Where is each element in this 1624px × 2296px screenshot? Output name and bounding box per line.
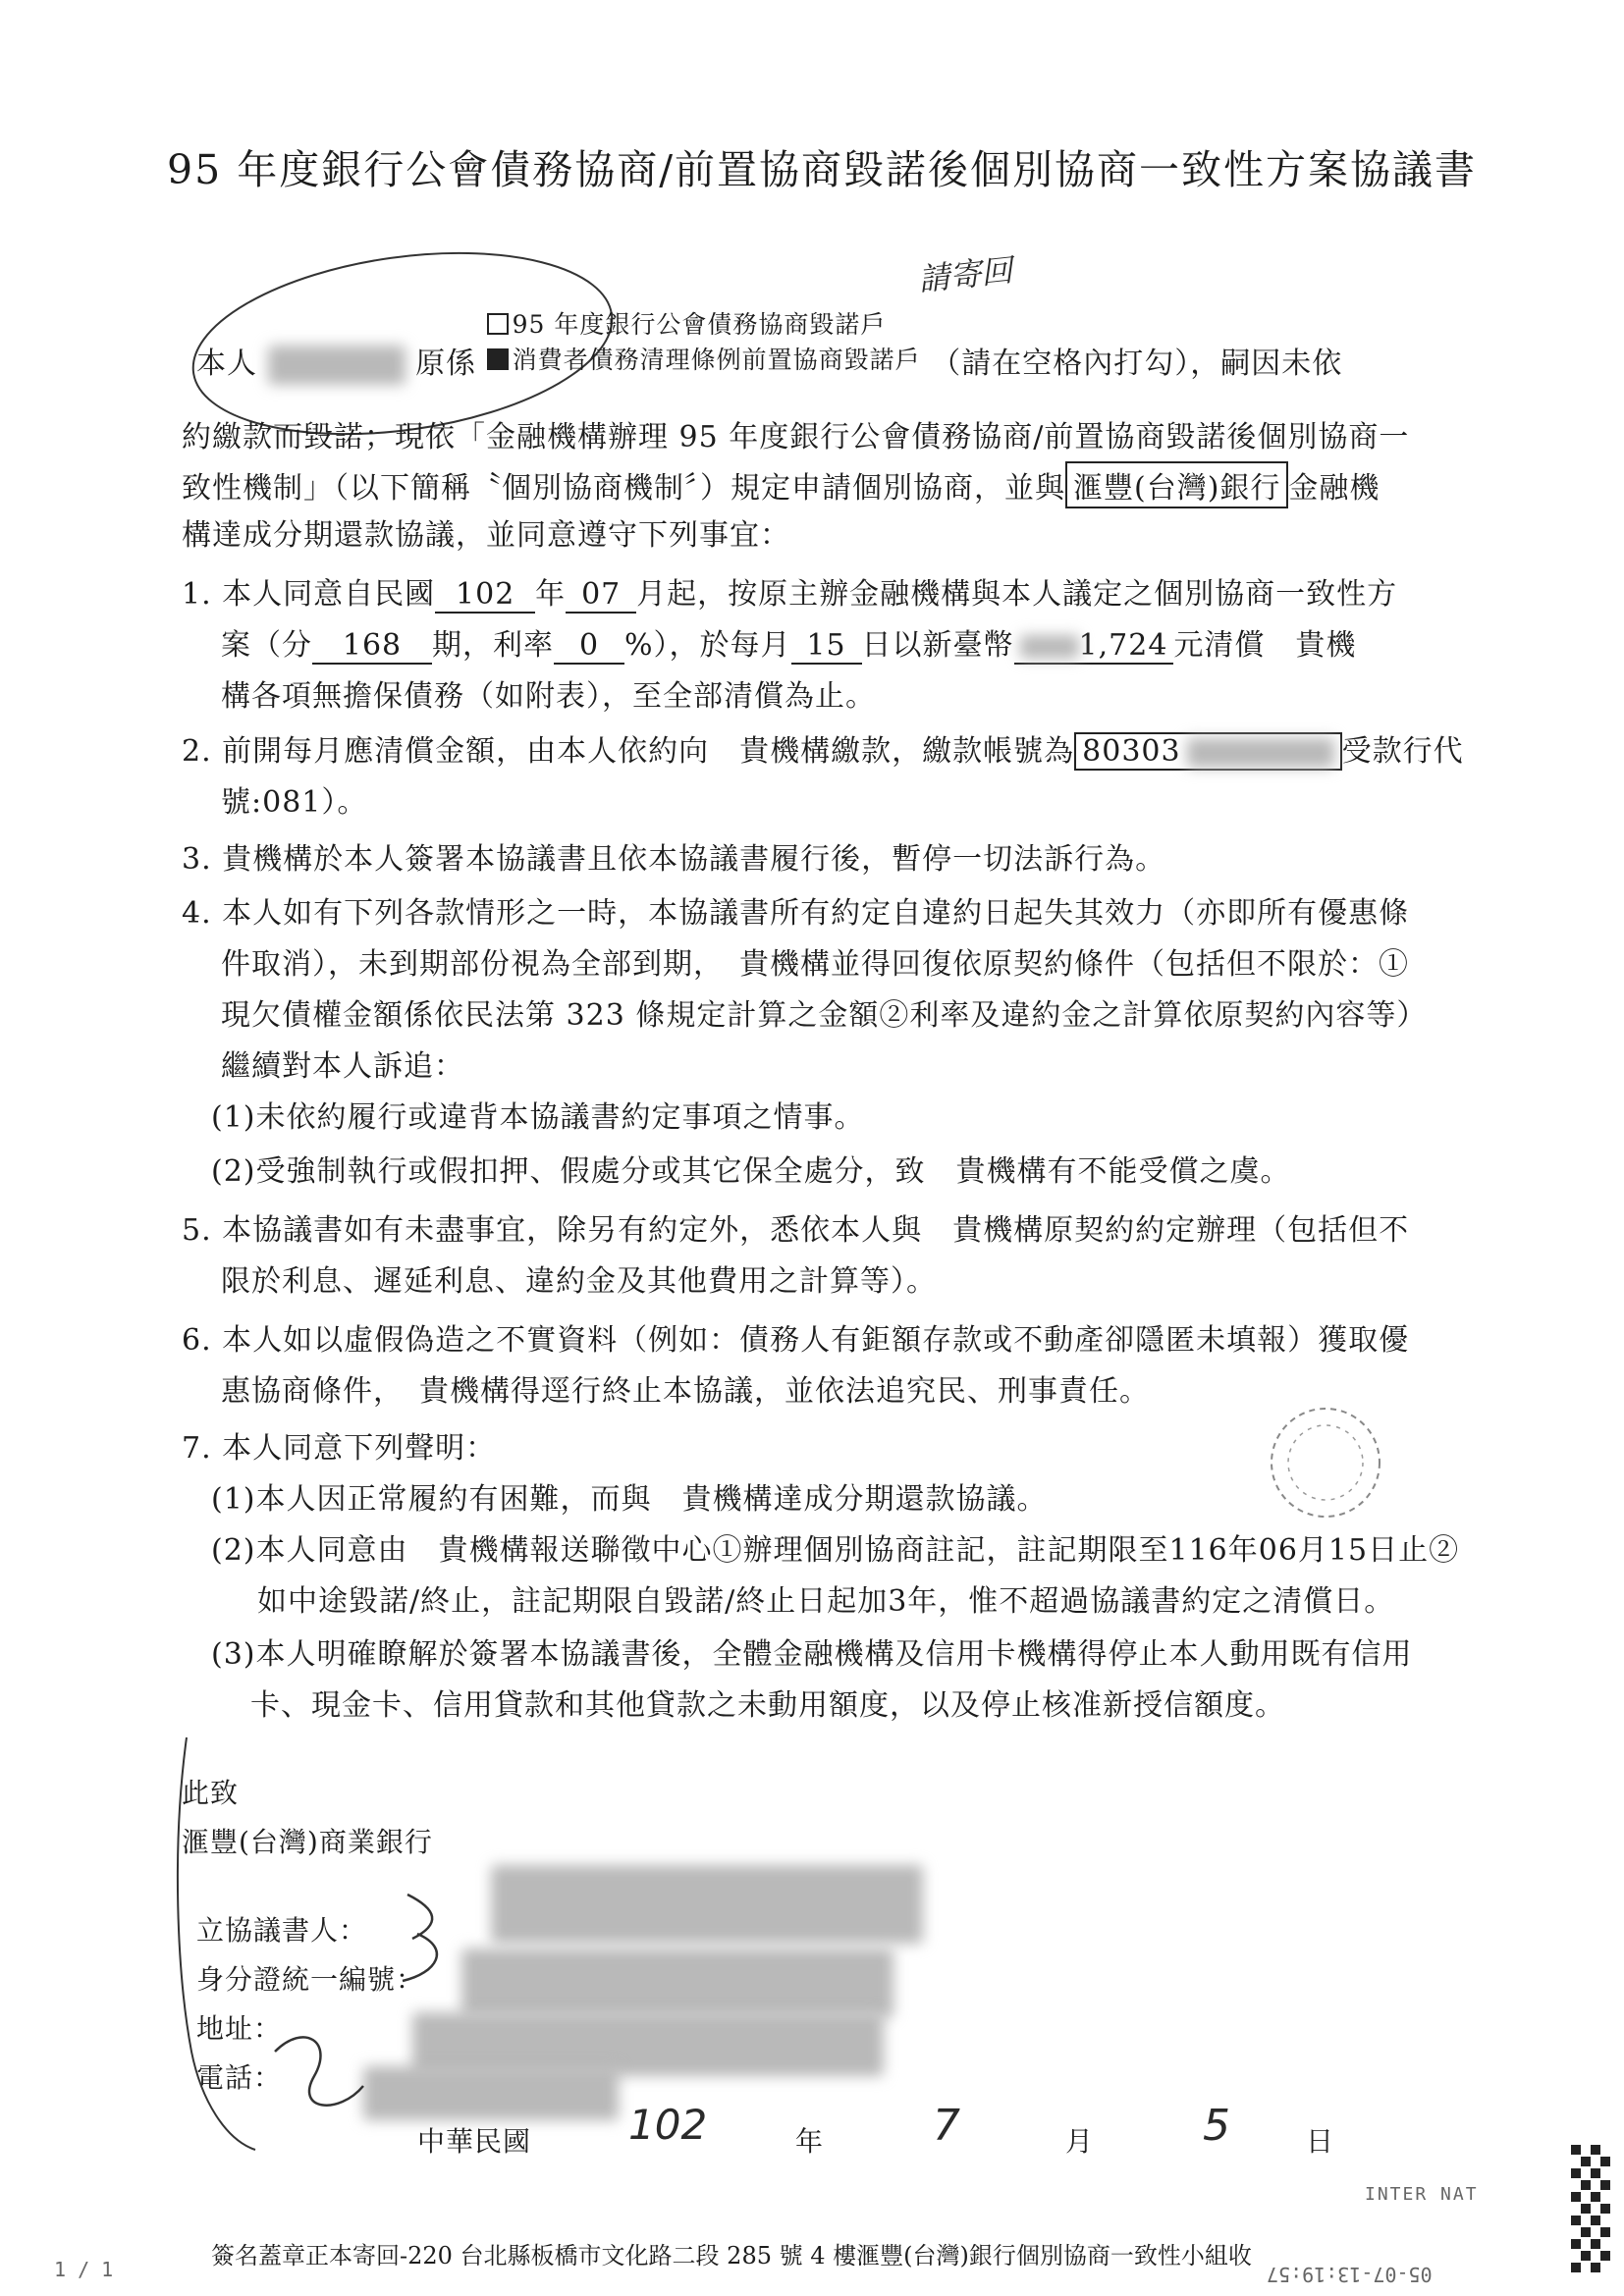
- clause-2-line-1: 2. 前開每月應清償金額，由本人依約向 貴機構繳款，繳款帳號為 80303 受款行代: [182, 734, 1464, 769]
- redacted-signature: [491, 1865, 923, 1944]
- clause-4-line-4: 繼續對本人訴追：: [221, 1049, 464, 1084]
- installment-periods: 168: [312, 628, 432, 665]
- clause-4-item-2: (2)受強制執行或假扣押、假處分或其它保全處分，致 貴機構有不能受償之虞。: [211, 1154, 1291, 1189]
- date-month: 7: [933, 2101, 960, 2151]
- date-year: 102: [628, 2101, 708, 2149]
- clause-5-line-2: 限於利息、遲延利息、違約金及其他費用之計算等）。: [221, 1264, 937, 1299]
- signer-label: 立協議書人：: [196, 1914, 368, 1947]
- redacted-name: [268, 346, 406, 385]
- clause-3: 3. 貴機構於本人簽署本協議書且依本協議書履行後，暫停一切法訴行為。: [182, 842, 1166, 877]
- phone-label: 電話：: [196, 2061, 283, 2094]
- clause-4-line-3: 現欠債權金額係依民法第 323 條規定計算之金額②利率及違約金之計算依原契約內容等）: [221, 998, 1428, 1033]
- intro-line-4: 構達成分期還款協議，並同意遵守下列事宜：: [182, 518, 790, 553]
- address-label: 地址：: [196, 2012, 283, 2045]
- clause-7-item-3a: (3)本人明確瞭解於簽署本協議書後，全體金融機構及信用卡機構得停止本人動用既有信用: [211, 1637, 1413, 1672]
- date-day-unit: 日: [1306, 2125, 1335, 2158]
- date-day: 5: [1203, 2101, 1230, 2151]
- clause-2-line-2: 號:081）。: [221, 785, 368, 820]
- clause-7-item-1: (1)本人因正常履約有困難，而與 貴機構達成分期還款協議。: [211, 1482, 1048, 1517]
- id-label: 身分證統一編號：: [196, 1963, 425, 1996]
- clause-1-line-1: 1. 本人同意自民國 102 年 07 月起，按原主辦金融機構與本人議定之個別協商一致性方: [182, 577, 1398, 612]
- clause-4-line-1: 4. 本人如有下列各款情形之一時，本協議書所有約定自違約日起失其效力（亦即所有優惠條: [182, 896, 1410, 931]
- date-year-unit: 年: [795, 2125, 825, 2158]
- clause-4-line-2: 件取消），未到期部份視為全部到期， 貴機構並得回復依原契約條件（包括但不限於：①: [221, 947, 1409, 982]
- intro-mid: 原係: [415, 347, 477, 381]
- clause-1-line-3: 構各項無擔保債務（如附表），至全部清償為止。: [221, 679, 876, 714]
- signature-scribble: [167, 1728, 461, 2160]
- payment-amount: 1,724: [1014, 628, 1174, 665]
- account-number: 80303: [1074, 732, 1341, 771]
- stamp-text: INTER NAT: [1365, 2184, 1479, 2205]
- clause-6-line-2: 惠協商條件， 貴機構得逕行終止本協議，並依法追究民、刑事責任。: [221, 1374, 1150, 1409]
- fax-header-text: 05-07-13:19:57: [1267, 2263, 1433, 2286]
- handwritten-note: 請寄回: [916, 251, 1014, 298]
- redacted-id-number: [461, 1949, 893, 2017]
- payment-day: 15: [791, 628, 862, 665]
- clause-1-line-2: 案（分 168 期，利率 0 %），於每月 15 日以新臺幣 1,724 元清償 貴機: [221, 628, 1357, 663]
- faint-stamp-mark: [1252, 1389, 1399, 1536]
- option-bank-association: 95 年度銀行公會債務協商毀諾戶: [487, 305, 921, 341]
- option-consumer-debt: 消費者債務清理條例前置協商毀諾戶: [487, 341, 921, 376]
- intro-prefix: 本人: [196, 347, 257, 381]
- scan-edge-pattern: [1571, 2145, 1610, 2292]
- intro-line-3: 致性機制」（以下簡稱〝個別協商機制〞）規定申請個別協商，並與 滙豐(台灣)銀行 金融機: [182, 461, 1380, 508]
- checkbox-checked: [487, 348, 509, 370]
- start-month: 07: [566, 577, 636, 614]
- document-title: 95 年度銀行公會債務協商/前置協商毀諾後個別協商一致性方案協議書: [167, 146, 1478, 193]
- start-year: 102: [435, 577, 535, 614]
- bank-name-field: 滙豐(台灣)銀行: [1065, 461, 1288, 508]
- closing-to: 此致: [182, 1777, 240, 1809]
- clause-7-item-2a: (2)本人同意由 貴機構報送聯徵中心①辦理個別協商註記，註記期限至116年06月15日止②: [211, 1533, 1460, 1568]
- intro-line-1: [196, 310, 1343, 385]
- closing-bank-name: 滙豐(台灣)商業銀行: [182, 1826, 433, 1858]
- intro-suffix: （請在空格內打勾），嗣因未依: [931, 347, 1343, 381]
- clause-7-line-1: 7. 本人同意下列聲明：: [182, 1431, 497, 1466]
- clause-7-item-3b: 卡、現金卡、信用貸款和其他貸款之未動用額度，以及停止核准新授信額度。: [250, 1688, 1285, 1723]
- clause-7-item-2b: 如中途毀諾/終止，註記期限自毀諾/終止日起加3年，惟不超過協議書約定之清償日。: [257, 1584, 1395, 1619]
- page-number-mark: 1 / 1: [54, 2258, 114, 2281]
- date-label: 中華民國: [417, 2125, 532, 2158]
- clause-6-line-1: 6. 本人如以虛假偽造之不實資料（例如：債務人有鉅額存款或不動產卻隱匿未填報）獲取優: [182, 1323, 1410, 1358]
- date-month-unit: 月: [1065, 2125, 1095, 2158]
- interest-rate: 0: [554, 628, 624, 665]
- footer-return-address: 簽名蓋章正本寄回-220 台北縣板橋市文化路二段 285 號 4 樓滙豐(台灣)銀行個別協商一致性小組收: [211, 2242, 1252, 2269]
- clause-5-line-1: 5. 本協議書如有未盡事宜，除另有約定外，悉依本人與 貴機構原契約約定辦理（包括但不: [182, 1213, 1410, 1248]
- clause-4-item-1: (1)未依約履行或違背本協議書約定事項之情事。: [211, 1100, 865, 1135]
- checkbox-unchecked: [487, 313, 509, 335]
- intro-line-2: 約繳款而毀諾；現依「金融機構辦理 95 年度銀行公會債務協商/前置協商毀諾後個別協商一: [182, 420, 1410, 454]
